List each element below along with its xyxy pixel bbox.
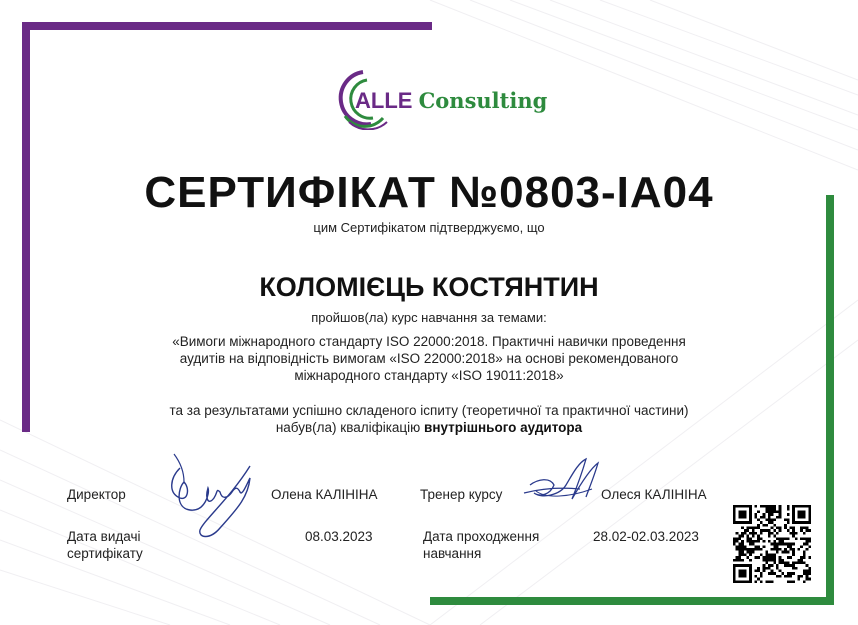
issue-date-label-line: сертифікату [67,546,143,561]
course-topic-line: міжнародного стандарту «ISO 19011:2018» [294,368,564,383]
training-date-value: 28.02-02.03.2023 [593,529,699,544]
certificate-subtitle: цим Сертифікатом підтверджуємо, що [313,220,545,235]
qualification-text [0,420,858,435]
training-date-label-line: Дата проходження [423,529,540,544]
holder-name: КОЛОМІЄЦЬ КОСТЯНТИН [259,272,599,302]
qualification-prefix: набув(ла) кваліфікацію [275,420,425,435]
passed-course-text: пройшов(ла) курс навчання за темами: [311,310,547,325]
course-topic [120,333,738,384]
course-topic-line: «Вимоги міжнародного стандарту ISO 22000:2018. Практичні навички проведення [172,334,686,349]
logo-wordmark [355,88,547,114]
logo-brand-consulting: Consulting [418,88,548,113]
issue-date-label [67,528,143,562]
qualification-title: внутрішнього аудитора [424,420,583,435]
qr-code-icon[interactable] [733,505,811,583]
course-topic-line: аудитів на відповідність вимогам «ISO 22000:2018» на основі рекомендованого [179,351,679,366]
trainer-signature-icon [510,455,610,510]
frame-border-green-bottom [430,597,834,605]
director-name: Олена КАЛІНІНА [271,487,378,502]
logo-brand-alle: ALLE [355,88,413,113]
training-date-label [423,528,539,562]
certificate-title: СЕРТИФІКАТ №0803-ІА04 [144,168,714,217]
frame-border-green-right [826,195,834,605]
training-date-label-line: навчання [423,546,482,561]
director-signature-icon [150,448,260,543]
frame-border-purple-top [22,22,432,30]
trainer-name: Олеся КАЛІНІНА [601,487,707,502]
director-label: Директор [67,487,126,502]
issue-date-value: 08.03.2023 [305,529,373,544]
exam-result-text: та за результатами успішно складеного іспиту (теоретичної та практичної частини) [169,403,689,418]
trainer-label: Тренер курсу [420,487,503,502]
issue-date-label-line: Дата видачі [67,529,141,544]
